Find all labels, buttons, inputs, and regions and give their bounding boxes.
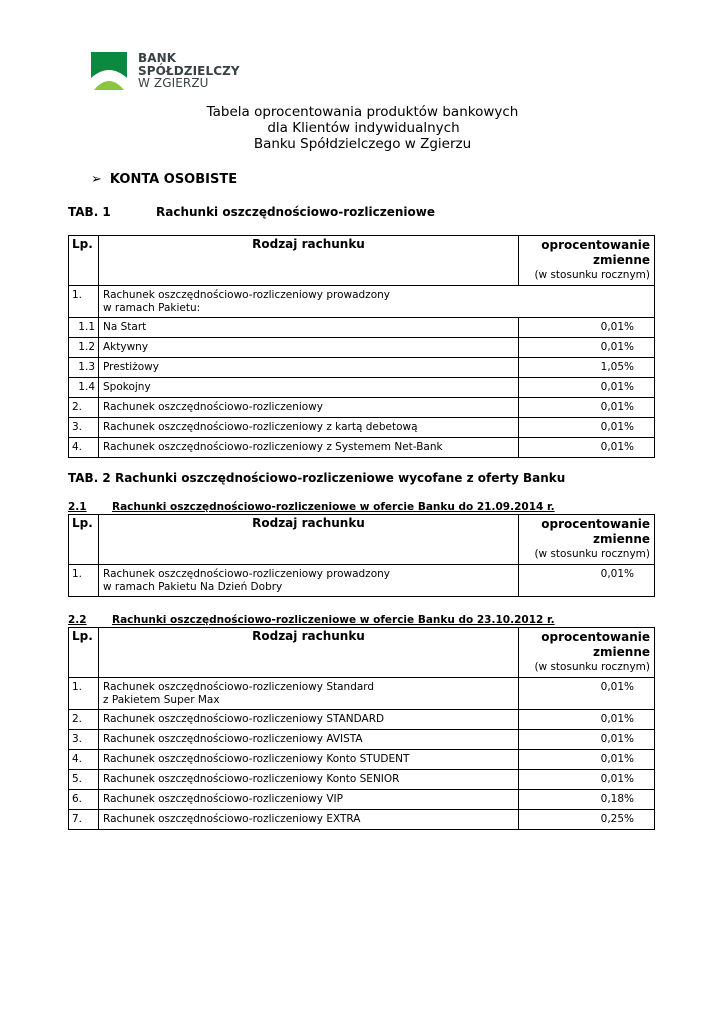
table-row [69, 418, 655, 438]
row-rate: 0,01% [519, 730, 655, 750]
row-account-name: Rachunek oszczędnościowo-rozliczeniowy z Systemem Net-Bank [99, 438, 519, 458]
row-account-name: Rachunek oszczędnościowo-rozliczeniowy prowadzony w ramach Pakietu Na Dzień Dobry [99, 565, 519, 597]
row-account-name: Rachunek oszczędnościowo-rozliczeniowy Konto SENIOR [99, 770, 519, 790]
header-kind: Rodzaj rachunku [99, 628, 519, 678]
header-kind: Rodzaj rachunku [99, 515, 519, 565]
header-lp: Lp. [69, 628, 99, 678]
row-lp: 2. [69, 710, 99, 730]
table-row [69, 286, 655, 318]
row-rate: 0,01% [519, 750, 655, 770]
table-row [69, 378, 655, 398]
row-rate: 0,25% [519, 810, 655, 830]
row-lp: 3. [69, 730, 99, 750]
row-lp: 4. [69, 438, 99, 458]
tab1-title: Rachunki oszczędnościowo-rozliczeniowe [156, 205, 435, 219]
sub1-label: 2.1 [68, 501, 87, 513]
tab1-table [68, 235, 655, 458]
header-rate: oprocentowanie zmienne (w stosunku rocznym) [519, 236, 655, 286]
document-title [0, 104, 725, 152]
row-rate: 0,01% [519, 378, 655, 398]
row-account-name: Rachunek oszczędnościowo-rozliczeniowy [99, 398, 519, 418]
row-account-name: Spokojny [99, 378, 519, 398]
table-row [69, 398, 655, 418]
row-lp: 1. [69, 565, 99, 597]
tab2-sub2-heading [68, 614, 555, 626]
row-rate: 0,01% [519, 338, 655, 358]
tab1-heading [68, 205, 435, 219]
table-row [69, 810, 655, 830]
title-line-2: dla Klientów indywidualnych [267, 120, 460, 136]
row-rate: 0,01% [519, 678, 655, 710]
sub2-title: Rachunki oszczędnościowo-rozliczeniowe w ofercie Banku do 23.10.2012 r. [112, 614, 555, 626]
row-lp: 3. [69, 418, 99, 438]
row-account-name: Rachunek oszczędnościowo-rozliczeniowy AVISTA [99, 730, 519, 750]
row-lp: 1.1 [69, 318, 99, 338]
row-account-name: Prestiżowy [99, 358, 519, 378]
header-kind: Rodzaj rachunku [99, 236, 519, 286]
row-rate: 0,01% [519, 418, 655, 438]
bank-logo-text: BANK SPÓŁDZIELCZY W ZGIERZU [138, 51, 240, 90]
row-account-name: Rachunek oszczędnościowo-rozliczeniowy Konto STUDENT [99, 750, 519, 770]
table-row [69, 358, 655, 378]
header-rate: oprocentowanie zmienne (w stosunku rocznym) [519, 628, 655, 678]
table-row [69, 750, 655, 770]
row-lp: 7. [69, 810, 99, 830]
row-lp: 1.4 [69, 378, 99, 398]
sub1-title: Rachunki oszczędnościowo-rozliczeniowe w ofercie Banku do 21.09.2014 r. [112, 501, 555, 513]
row-lp: 5. [69, 770, 99, 790]
table-row [69, 678, 655, 710]
tab1-label: TAB. 1 [68, 205, 111, 219]
bank-logo [91, 52, 251, 92]
row-rate: 0,01% [519, 398, 655, 418]
sub2-label: 2.2 [68, 614, 87, 626]
row-rate: 0,18% [519, 790, 655, 810]
row-account-name: Rachunek oszczędnościowo-rozliczeniowy z kartą debetową [99, 418, 519, 438]
header-lp: Lp. [69, 515, 99, 565]
row-rate: 0,01% [519, 565, 655, 597]
row-lp: 1. [69, 678, 99, 710]
tab2-sub2-table [68, 627, 655, 830]
row-lp: 4. [69, 750, 99, 770]
table-row [69, 790, 655, 810]
row-account-name: Aktywny [99, 338, 519, 358]
row-account-name: Rachunek oszczędnościowo-rozliczeniowy EXTRA [99, 810, 519, 830]
row-lp: 1.3 [69, 358, 99, 378]
table-row [69, 318, 655, 338]
row-account-name: Rachunek oszczędnościowo-rozliczeniowy STANDARD [99, 710, 519, 730]
row-rate: 0,01% [519, 318, 655, 338]
tab2-sub1-heading [68, 501, 555, 513]
table-row [69, 338, 655, 358]
table-header-row [69, 515, 655, 565]
title-line-3: Banku Spółdzielczego w Zgierzu [253, 136, 472, 152]
header-rate: oprocentowanie zmienne (w stosunku rocznym) [519, 515, 655, 565]
tab2-sub1-table [68, 514, 655, 597]
table-header-row [69, 236, 655, 286]
row-rate: 0,01% [519, 770, 655, 790]
table-row [69, 438, 655, 458]
table-row [69, 770, 655, 790]
row-lp: 1. [69, 286, 99, 318]
row-account-name: Rachunek oszczędnościowo-rozliczeniowy VIP [99, 790, 519, 810]
row-account-name: Rachunek oszczędnościowo-rozliczeniowy prowadzony w ramach Pakietu: [99, 286, 655, 318]
section-heading [91, 172, 237, 187]
bank-logo-mark [91, 52, 127, 90]
table-row [69, 710, 655, 730]
table-row [69, 565, 655, 597]
row-rate: 0,01% [519, 710, 655, 730]
row-lp: 6. [69, 790, 99, 810]
title-line-1: Tabela oprocentowania produktów bankowych [206, 104, 519, 120]
row-rate: 0,01% [519, 438, 655, 458]
row-account-name: Rachunek oszczędnościowo-rozliczeniowy Standard z Pakietem Super Max [99, 678, 519, 710]
row-lp: 1.2 [69, 338, 99, 358]
arrow-bullet-icon: ➢ [91, 172, 102, 187]
row-lp: 2. [69, 398, 99, 418]
section-label: KONTA OSOBISTE [109, 172, 238, 187]
row-account-name: Na Start [99, 318, 519, 338]
header-lp: Lp. [69, 236, 99, 286]
table-row [69, 730, 655, 750]
tab2-heading: TAB. 2 Rachunki oszczędnościowo-rozliczeniowe wycofane z oferty Banku [68, 471, 566, 485]
table-header-row [69, 628, 655, 678]
row-rate: 1,05% [519, 358, 655, 378]
